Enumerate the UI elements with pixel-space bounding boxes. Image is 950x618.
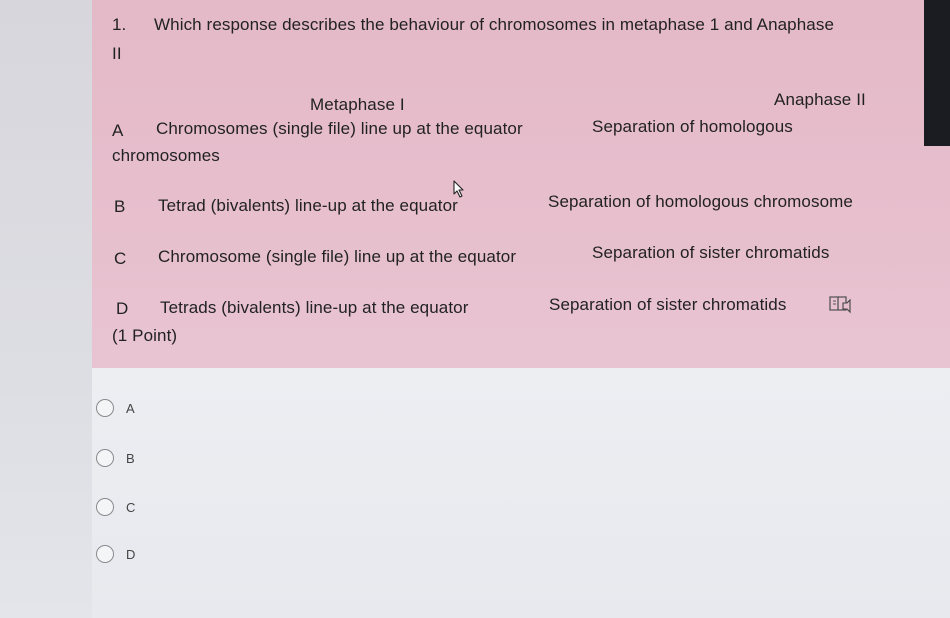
mouse-pointer-icon — [452, 180, 466, 198]
row-d-letter: D — [116, 299, 129, 318]
page-left-margin — [0, 0, 95, 618]
row-d-anaphase: Separation of sister chromatids — [549, 295, 787, 314]
row-b-metaphase: Tetrad (bivalents) line-up at the equator — [158, 196, 458, 215]
question-text-continued: II — [112, 44, 122, 63]
row-d-metaphase: Tetrads (bivalents) line-up at the equator — [160, 298, 469, 317]
row-c-metaphase: Chromosome (single file) line up at the equator — [158, 247, 517, 266]
screen-bezel — [924, 0, 950, 146]
option-label: D — [126, 546, 136, 562]
radio-button-icon[interactable] — [96, 399, 114, 417]
question-points: (1 Point) — [112, 326, 178, 345]
radio-button-icon[interactable] — [96, 545, 114, 563]
option-b[interactable] — [96, 447, 135, 469]
option-c[interactable] — [96, 496, 135, 518]
option-d[interactable] — [96, 543, 135, 565]
immersive-reader-icon[interactable] — [828, 294, 852, 314]
row-b-letter: B — [114, 197, 126, 216]
option-label: B — [126, 450, 135, 466]
header-metaphase: Metaphase I — [310, 95, 405, 114]
row-b-anaphase: Separation of homologous chromosome — [548, 192, 853, 211]
row-a-metaphase: Chromosomes (single file) line up at the equator — [156, 119, 523, 138]
row-c-letter: C — [114, 249, 127, 268]
radio-button-icon[interactable] — [96, 498, 114, 516]
row-a-anaphase-continued: chromosomes — [112, 146, 220, 165]
row-c-anaphase: Separation of sister chromatids — [592, 243, 830, 262]
row-a-letter: A — [112, 121, 124, 140]
radio-button-icon[interactable] — [96, 449, 114, 467]
option-a[interactable] — [96, 397, 135, 419]
option-label: A — [126, 400, 135, 416]
row-a-anaphase: Separation of homologous — [592, 117, 793, 136]
option-label: C — [126, 499, 136, 515]
question-text: Which response describes the behaviour of chromosomes in metaphase 1 and Anaphase — [154, 15, 834, 34]
answer-area — [92, 368, 950, 618]
question-number: 1. — [112, 15, 127, 34]
header-anaphase: Anaphase II — [774, 90, 866, 109]
